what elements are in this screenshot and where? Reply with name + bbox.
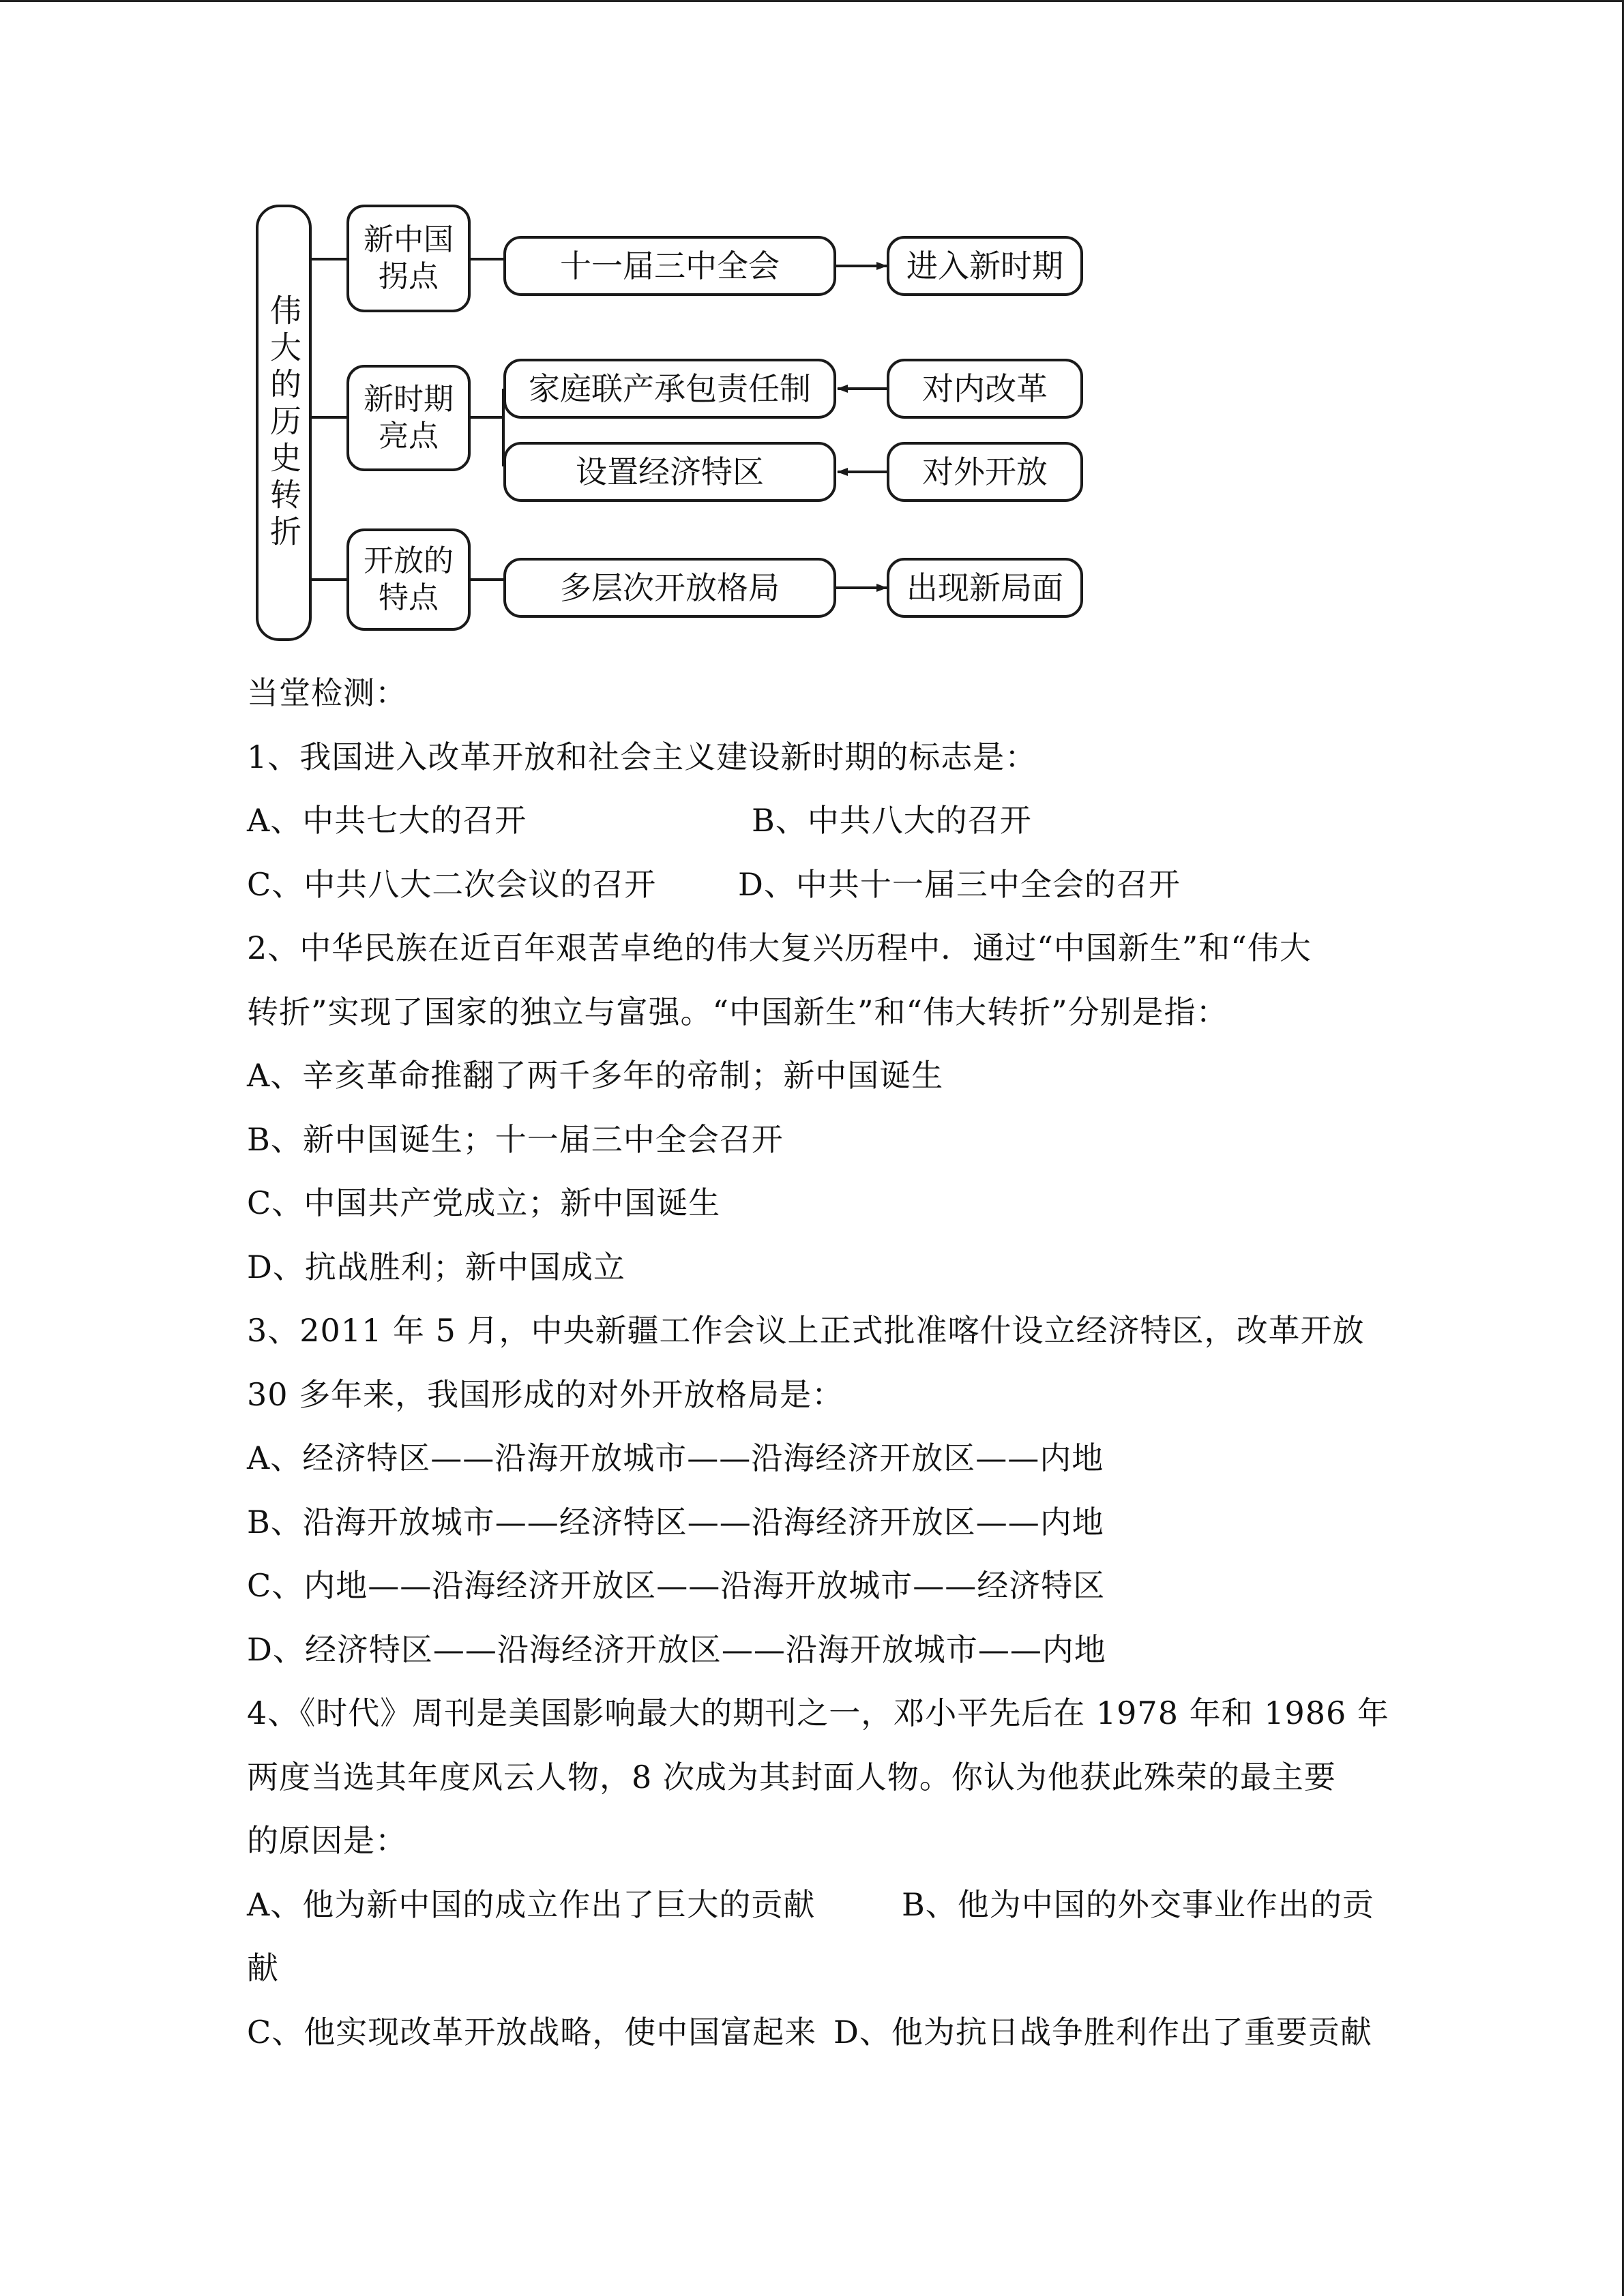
question-2-option-a: A、辛亥革命推翻了两千多年的帝制；新中国诞生 <box>247 1057 944 1094</box>
end-node-2: 对内改革 <box>887 359 1083 419</box>
middle-node-2: 家庭联产承包责任制 <box>503 359 836 419</box>
question-2-stem-line-2: 转折”实现了国家的独立与富强。“中国新生”和“伟大转折”分别是指： <box>247 993 1228 1030</box>
question-1-stem: 1、我国进入改革开放和社会主义建设新时期的标志是： <box>247 738 1037 775</box>
question-1-option-c: C、中共八大二次会议的召开 <box>247 865 657 903</box>
question-3-stem-line-1: 3、2011 年 5 月，中央新疆工作会议上正式批准喀什设立经济特区，改革开放 <box>247 1312 1365 1349</box>
question-3-option-b: B、沿海开放城市——经济特区——沿海经济开放区——内地 <box>247 1503 1104 1540</box>
category-2-line-2: 亮点 <box>379 419 439 453</box>
question-3-stem-line-2: 30 多年来，我国形成的对外开放格局是： <box>247 1375 844 1413</box>
question-1-options-row-2 <box>247 853 1393 917</box>
question-4-stem-line-2: 两度当选其年度风云人物，8 次成为其封面人物。你认为他获此殊荣的最主要 <box>247 1758 1336 1795</box>
question-3-option-d: D、经济特区——沿海经济开放区——沿海开放城市——内地 <box>247 1630 1106 1668</box>
question-3-option-c: C、内地——沿海经济开放区——沿海开放城市——经济特区 <box>247 1567 1106 1604</box>
question-4-options-row-2 <box>247 2001 1393 2065</box>
question-2-stem-line-1: 2、中华民族在近百年艰苦卓绝的伟大复兴历程中．通过“中国新生”和“伟大 <box>247 929 1312 966</box>
question-2-option-d: D、抗战胜利；新中国成立 <box>247 1248 625 1285</box>
root-node: 伟大的历史转折 <box>256 205 312 641</box>
end-node-4: 出现新局面 <box>887 558 1083 618</box>
question-4-option-b: B、他为中国的外交事业作出的贡 <box>902 1885 1374 1923</box>
question-4-stem-line-1: 4、《时代》周刊是美国影响最大的期刊之一，邓小平先后在 1978 年和 1986 年 <box>247 1695 1389 1731</box>
question-1-option-a: A、中共七大的召开 <box>247 802 527 839</box>
category-node-2 <box>346 365 471 471</box>
category-node-3 <box>346 528 471 631</box>
middle-node-3: 设置经济特区 <box>503 442 836 502</box>
question-4-option-d: D、他为抗日战争胜利作出了重要贡献 <box>833 2013 1372 2051</box>
page-top-border <box>0 0 1624 2</box>
middle-node-4: 多层次开放格局 <box>503 558 836 618</box>
category-node-1 <box>346 205 471 312</box>
quiz-content <box>247 661 1393 2064</box>
question-4-option-c: C、他实现改革开放战略，使中国富起来 <box>247 2013 817 2051</box>
category-3-line-1: 开放的 <box>364 543 454 578</box>
end-node-3: 对外开放 <box>887 442 1083 502</box>
category-1-line-2: 拐点 <box>379 259 439 294</box>
question-3-option-a: A、经济特区——沿海开放城市——沿海经济开放区——内地 <box>247 1440 1104 1476</box>
question-1-option-b: B、中共八大的召开 <box>752 802 1032 839</box>
middle-node-1: 十一届三中全会 <box>503 236 836 296</box>
category-2-line-1: 新时期 <box>364 382 454 417</box>
section-title: 当堂检测： <box>247 674 407 711</box>
concept-diagram <box>246 191 1105 655</box>
question-4-option-b-continued: 献 <box>247 1950 279 1986</box>
question-4-options-row-1 <box>247 1873 1393 1937</box>
question-1-option-d: D、中共十一届三中全会的召开 <box>738 865 1181 903</box>
question-2-option-b: B、新中国诞生；十一届三中全会召开 <box>247 1120 784 1158</box>
question-4-option-a: A、他为新中国的成立作出了巨大的贡献 <box>247 1885 816 1923</box>
end-node-1: 进入新时期 <box>887 236 1083 296</box>
category-3-line-2: 特点 <box>379 580 439 615</box>
question-1-options-row-1 <box>247 789 1393 853</box>
category-1-line-1: 新中国 <box>364 222 454 257</box>
question-4-stem-line-3: 的原因是： <box>247 1822 407 1859</box>
question-2-option-c: C、中国共产党成立；新中国诞生 <box>247 1184 721 1221</box>
